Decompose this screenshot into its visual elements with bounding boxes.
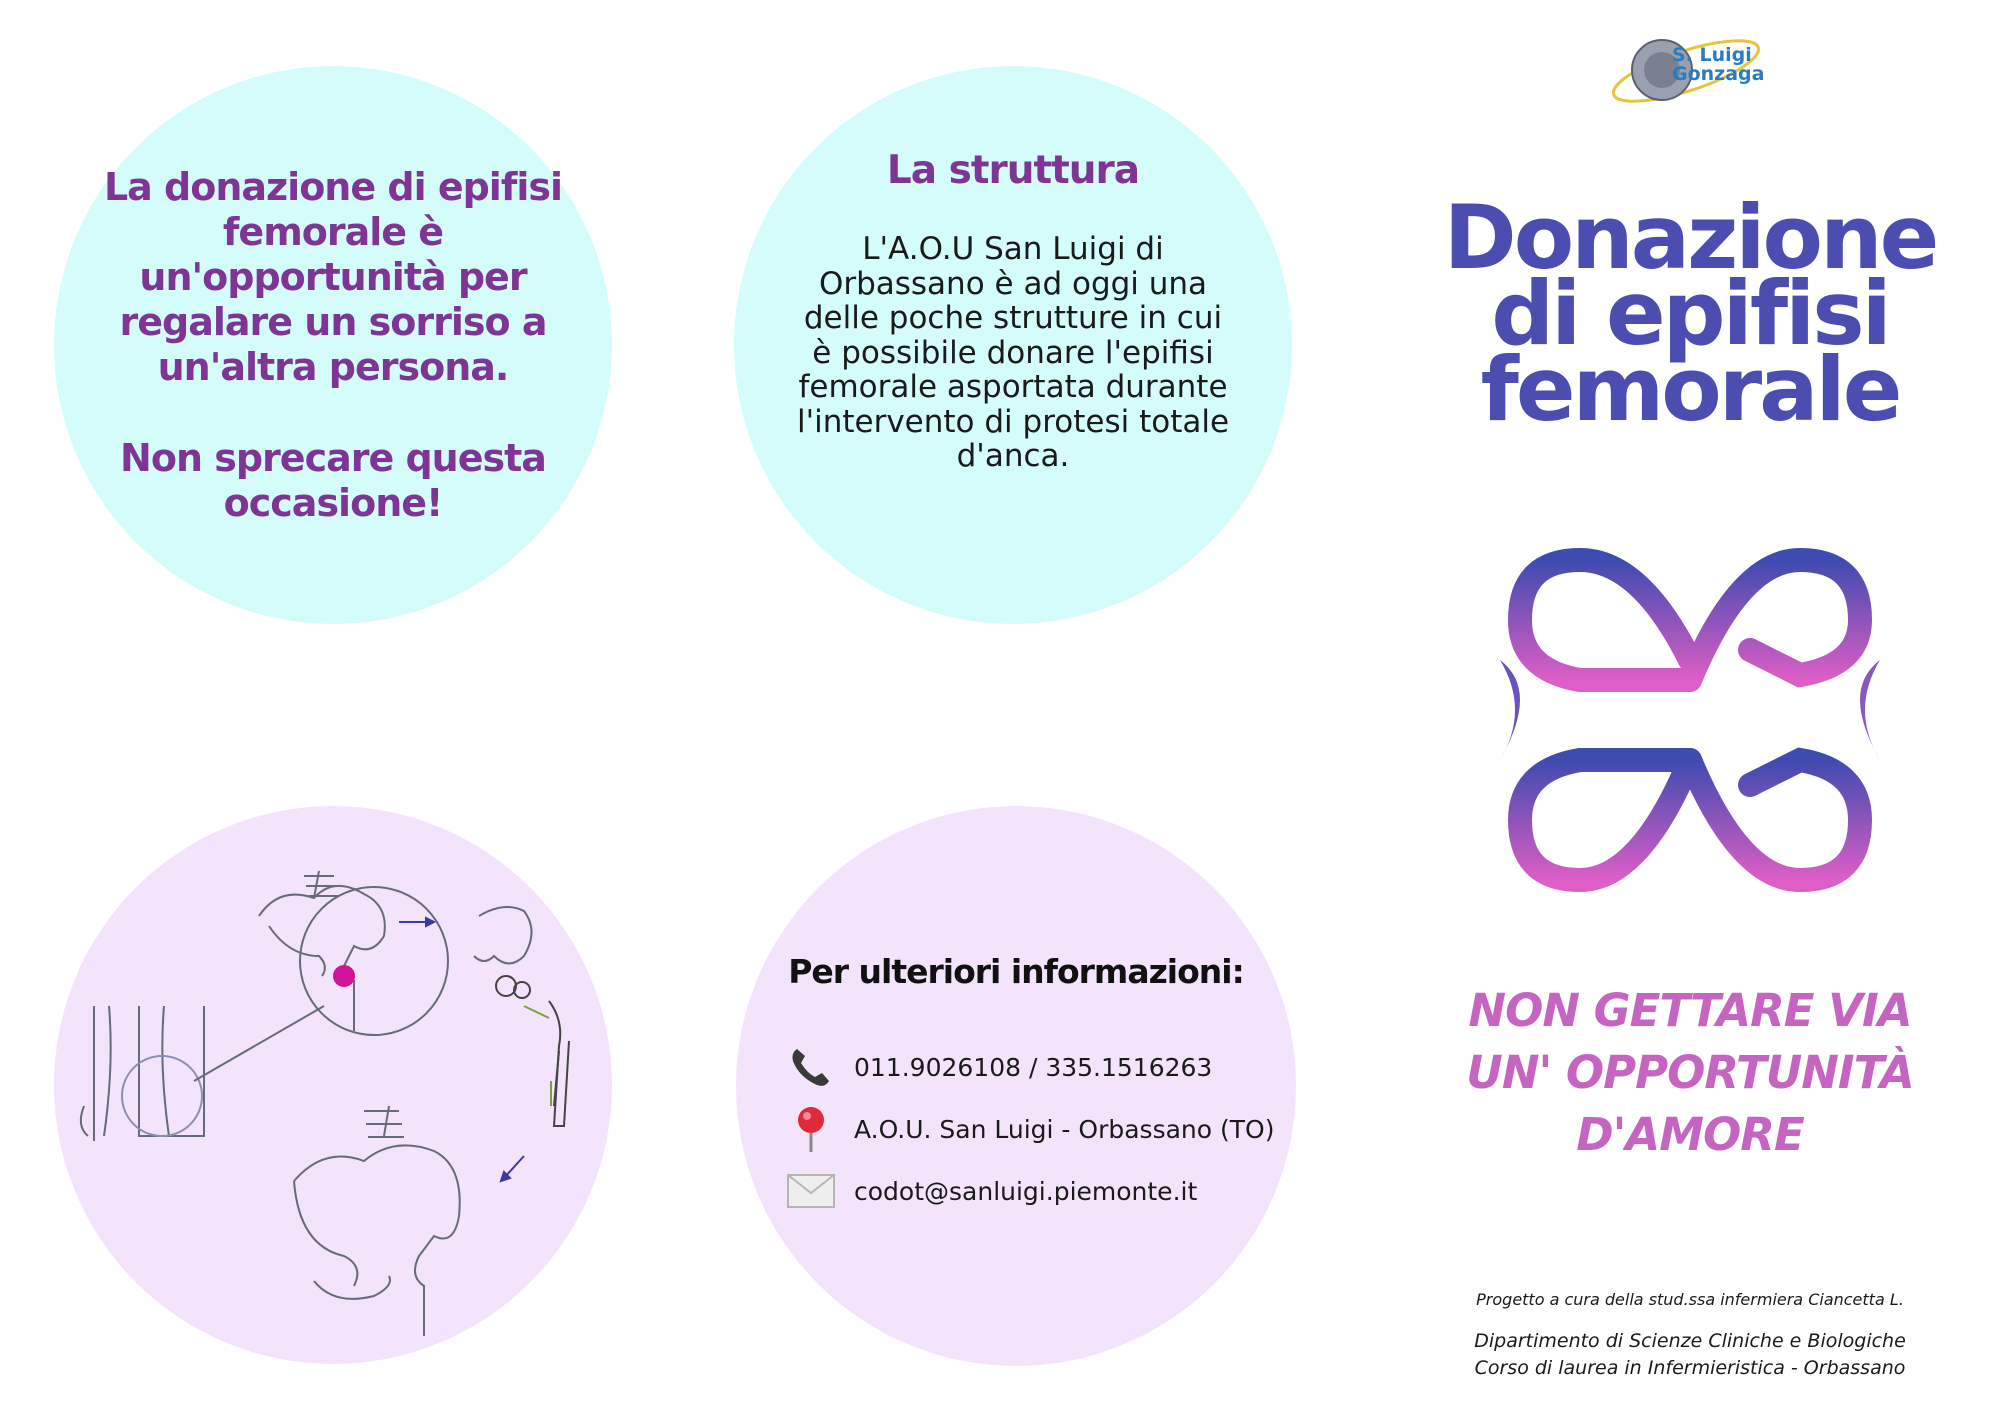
slogan: NON GETTARE VIA UN' OPPORTUNITÀ D'AMORE: [1466, 984, 1914, 1161]
main-title: Donazione di epifisi femorale: [1443, 186, 1937, 441]
email-address[interactable]: codot@sanluigi.piemonte.it: [854, 1176, 1198, 1206]
structure-title: La struttura: [886, 148, 1140, 193]
pin-icon: [786, 1104, 836, 1154]
infinity-heart-logo-icon: [1480, 530, 1900, 910]
hospital-logo-text: S. Luigi Gonzaga: [1672, 44, 1765, 85]
illustration-circle: [54, 806, 612, 1364]
project-credit: Progetto a cura della stud.ssa infermiera Ciancetta L.: [1476, 1290, 1904, 1309]
phone-icon: [786, 1042, 836, 1092]
phone-row: [786, 1042, 1212, 1092]
department-info: Dipartimento di Scienze Cliniche e Biologiche Corso di laurea in Infermieristica - Orbassano: [1474, 1330, 1906, 1379]
structure-body: L'A.O.U San Luigi di Orbassano è ad oggi una delle poche strutture in cui è possibile donare l'epifisi femorale asportata durante l'intervento di protesi totale d'anca.: [796, 231, 1230, 474]
email-row: [786, 1166, 1197, 1216]
call-to-action: Non sprecare questa occasione!: [120, 436, 546, 525]
info-title: Per ulteriori informazioni:: [788, 952, 1244, 991]
donation-quote: La donazione di epifisi femorale è un'opportunità per regalare un sorriso a un'altra persona.: [103, 165, 563, 389]
address-row: [786, 1104, 1274, 1154]
phone-number[interactable]: 011.9026108 / 335.1516263: [854, 1052, 1213, 1082]
envelope-icon: [786, 1166, 836, 1216]
hip-surgery-illustration: [54, 806, 612, 1364]
address-text: A.O.U. San Luigi - Orbassano (TO): [854, 1114, 1275, 1144]
